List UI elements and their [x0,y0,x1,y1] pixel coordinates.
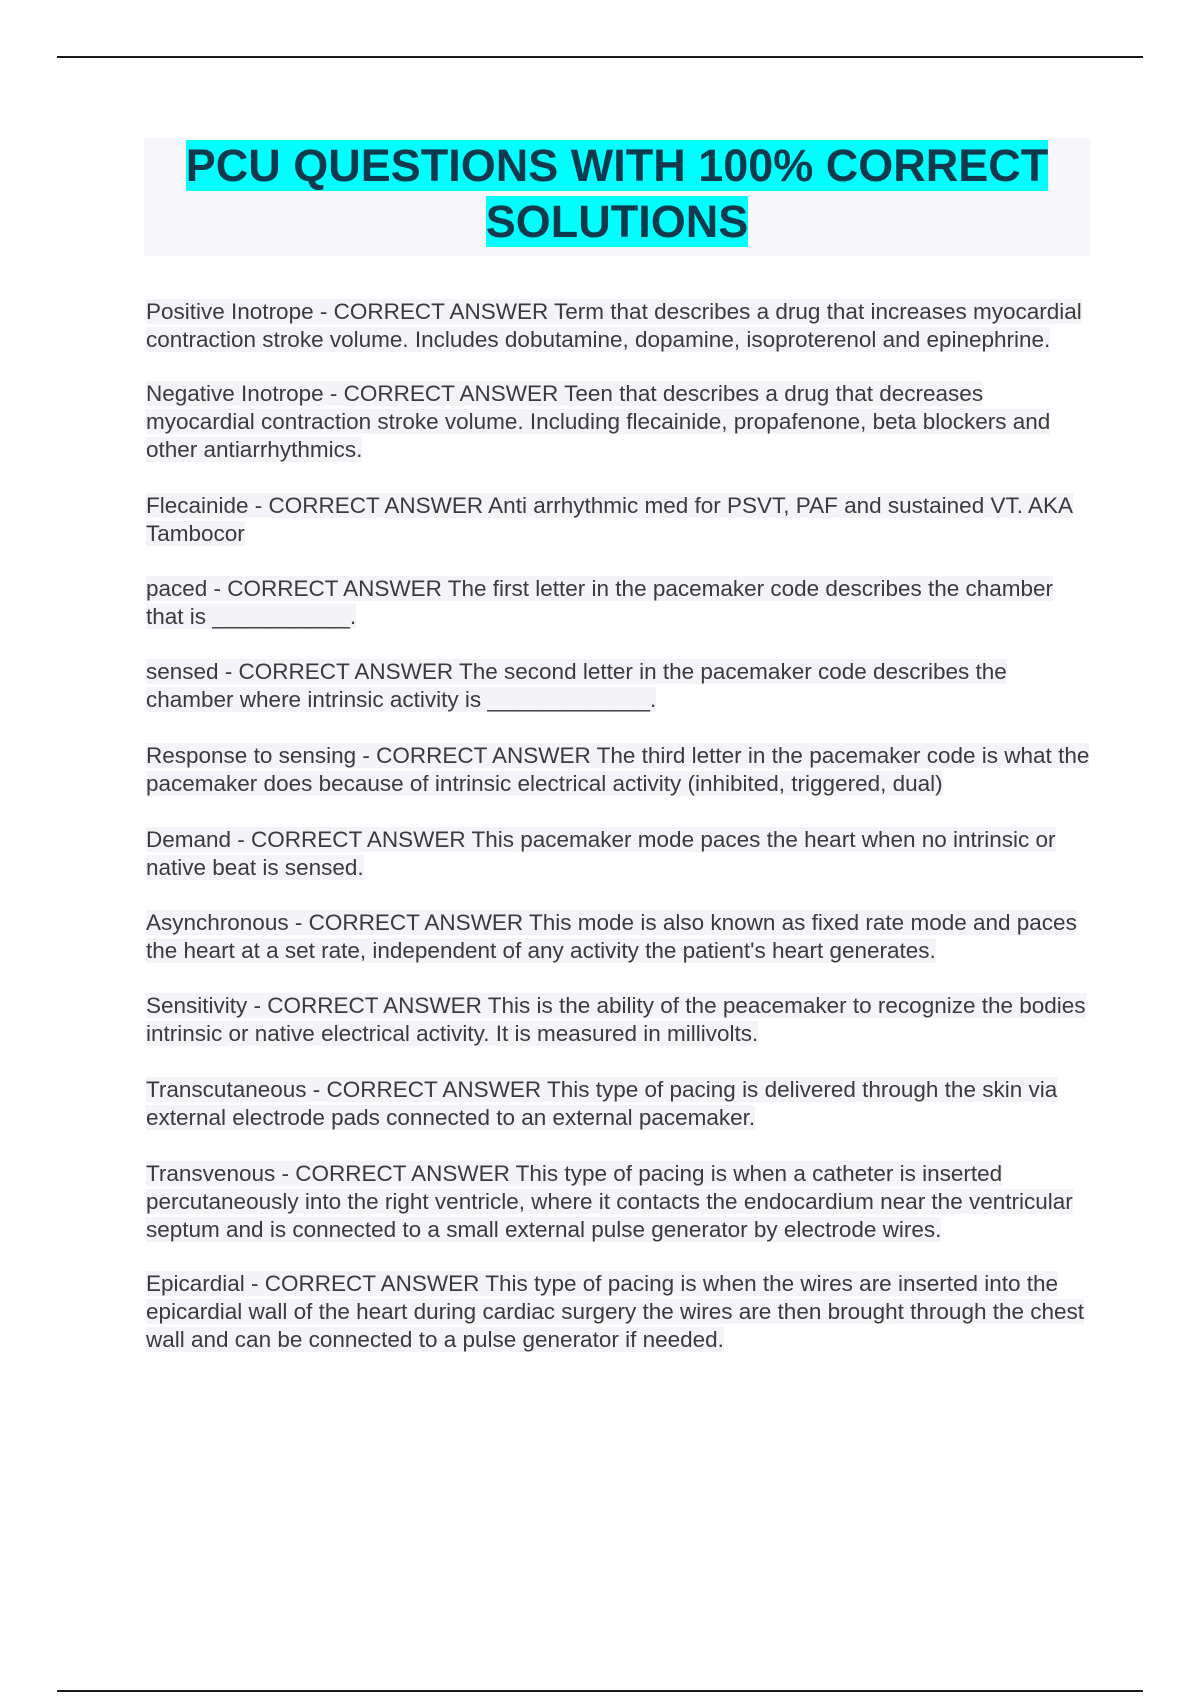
qa-item-paced: paced - CORRECT ANSWER The first letter in the pacemaker code describes the chamber that is ___________. [146,576,1054,629]
qa-item-negative-inotrope: Negative Inotrope - CORRECT ANSWER Teen that describes a drug that decreases myocardial contraction stroke volume. Including flecainide, propafenone, beta blockers and other antiarrhythmics. [146,381,1051,462]
page-title [144,138,1090,250]
title-block [144,138,1090,256]
title-line-2: SOLUTIONS [485,196,749,247]
qa-item-demand: Demand - CORRECT ANSWER This pacemaker mode paces the heart when no intrinsic or native beat is sensed. [146,827,1056,880]
qa-item-transvenous: Transvenous - CORRECT ANSWER This type of pacing is when a catheter is inserted percutaneously into the right ventricle, where it contacts the endocardium near the ventricular septum and is connected to a small external pulse generator by electrode wires. [146,1161,1073,1242]
bottom-rule [57,1690,1143,1692]
qa-item-epicardial: Epicardial - CORRECT ANSWER This type of pacing is when the wires are inserted into the epicardial wall of the heart during cardiac surgery the wires are then brought through the chest wall and can be connected to a pulse generator if needed. [146,1271,1085,1352]
title-line-1: PCU QUESTIONS WITH 100% CORRECT [185,140,1049,191]
top-rule [57,56,1143,58]
qa-list [146,298,1090,1354]
qa-item-sensitivity: Sensitivity - CORRECT ANSWER This is the ability of the peacemaker to recognize the bodies intrinsic or native electrical activity. It is measured in millivolts. [146,993,1086,1046]
qa-item-response-to-sensing: Response to sensing - CORRECT ANSWER The third letter in the pacemaker code is what the pacemaker does because of intrinsic electrical activity (inhibited, triggered, dual) [146,743,1090,796]
qa-item-sensed: sensed - CORRECT ANSWER The second letter in the pacemaker code describes the chamber where intrinsic activity is _____________. [146,659,1007,712]
qa-item-positive-inotrope: Positive Inotrope - CORRECT ANSWER Term that describes a drug that increases myocardial contraction stroke volume. Includes dobutamine, dopamine, isoproterenol and epinephrine. [146,299,1082,352]
qa-item-transcutaneous: Transcutaneous - CORRECT ANSWER This type of pacing is delivered through the skin via external electrode pads connected to an external pacemaker. [146,1077,1058,1130]
qa-item-flecainide: Flecainide - CORRECT ANSWER Anti arrhythmic med for PSVT, PAF and sustained VT. AKA Tambocor [146,493,1074,546]
qa-item-asynchronous: Asynchronous - CORRECT ANSWER This mode is also known as fixed rate mode and paces the heart at a set rate, independent of any activity the patient's heart generates. [146,910,1077,963]
